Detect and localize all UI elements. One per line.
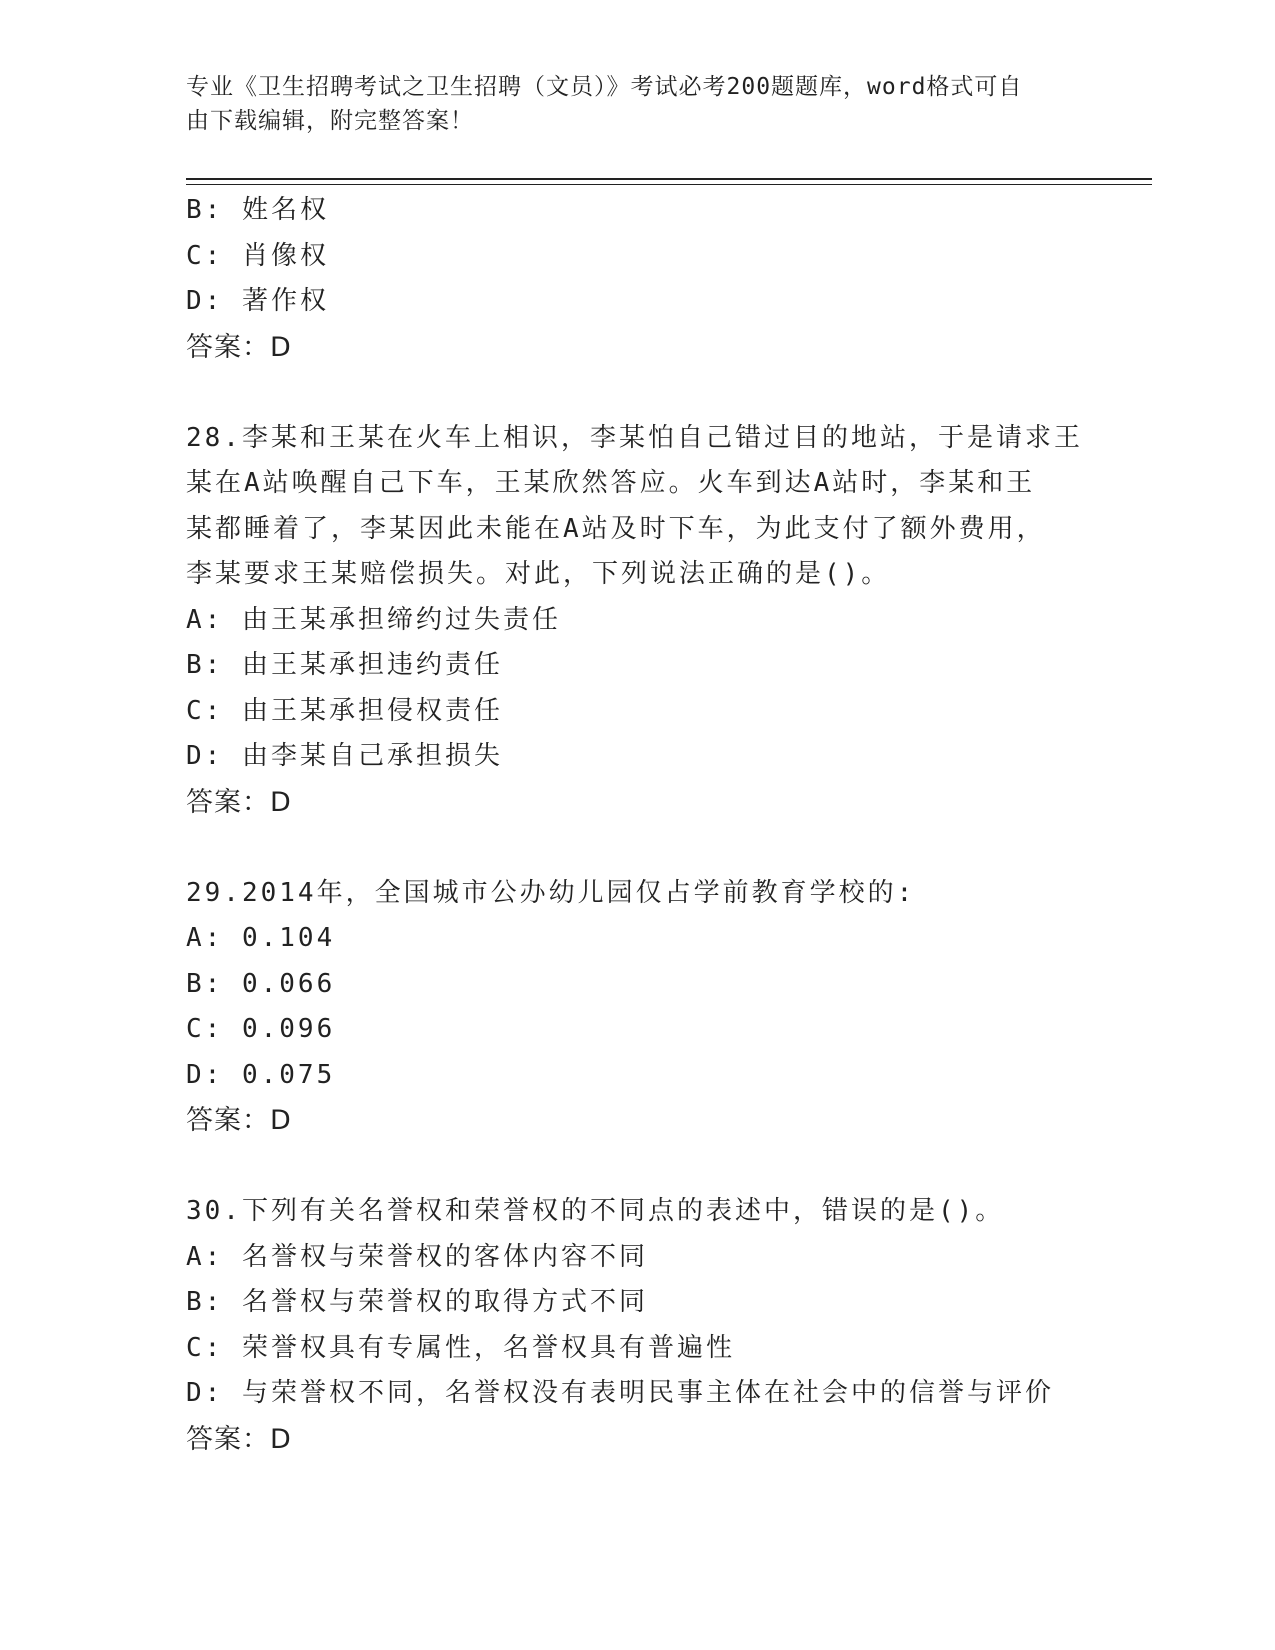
option-b: B: 0.066 xyxy=(186,968,336,999)
option-d: D: 著作权 xyxy=(186,286,329,316)
spacer xyxy=(186,1144,1106,1190)
option-c: C: 由王某承担侵权责任 xyxy=(186,695,503,726)
option-a: A: 名誉权与荣誉权的客体内容不同 xyxy=(186,1241,648,1272)
answer-line: 答案：D xyxy=(186,1423,292,1455)
question-stem-line: 29.2014年，全国城市公办幼儿园仅占学前教育学校的: xyxy=(186,877,916,908)
option-a: A: 0.104 xyxy=(186,923,336,953)
question-27-tail xyxy=(186,188,1106,370)
option-c: C: 0.096 xyxy=(186,1014,336,1044)
question-stem-line: 某都睡着了，李某因此未能在A站及时下车，为此支付了额外费用， xyxy=(186,513,1046,544)
header-divider-thick xyxy=(186,178,1152,180)
spacer xyxy=(186,370,1106,416)
question-28 xyxy=(186,416,1106,826)
question-stem-line: 李某要求王某赔偿损失。对此，下列说法正确的是()。 xyxy=(186,559,891,589)
option-d: D: 由李某自己承担损失 xyxy=(186,741,503,771)
answer-line: 答案：D xyxy=(186,786,292,818)
question-29 xyxy=(186,871,1106,1144)
header-divider-thin xyxy=(186,184,1152,185)
header-line-2: 由下载编辑，附完整答案！ xyxy=(186,108,474,134)
option-c: C: 荣誉权具有专属性，名誉权具有普遍性 xyxy=(186,1332,735,1363)
document-header xyxy=(186,70,1086,138)
option-c: C: 肖像权 xyxy=(186,240,329,271)
header-line-1: 专业《卫生招聘考试之卫生招聘（文员）》考试必考200题题库，word格式可自 xyxy=(186,74,1023,100)
spacer xyxy=(186,825,1106,871)
option-d: D: 0.075 xyxy=(186,1059,336,1090)
question-list xyxy=(186,188,1106,1462)
option-b: B: 姓名权 xyxy=(186,195,329,225)
option-d: D: 与荣誉权不同，名誉权没有表明民事主体在社会中的信誉与评价 xyxy=(186,1378,1054,1408)
option-b: B: 名誉权与荣誉权的取得方式不同 xyxy=(186,1287,648,1317)
answer-line: 答案：D xyxy=(186,331,292,363)
question-30 xyxy=(186,1189,1106,1462)
question-stem-line: 28.李某和王某在火车上相识，李某怕自己错过目的地站，于是请求王 xyxy=(186,422,1083,453)
option-a: A: 由王某承担缔约过失责任 xyxy=(186,604,561,635)
question-stem-line: 某在A站唤醒自己下车，王某欣然答应。火车到达A站时，李某和王 xyxy=(186,468,1036,498)
answer-line: 答案：D xyxy=(186,1105,292,1136)
question-stem-line: 30.下列有关名誉权和荣誉权的不同点的表述中，错误的是()。 xyxy=(186,1196,1005,1226)
option-b: B: 由王某承担违约责任 xyxy=(186,650,503,680)
